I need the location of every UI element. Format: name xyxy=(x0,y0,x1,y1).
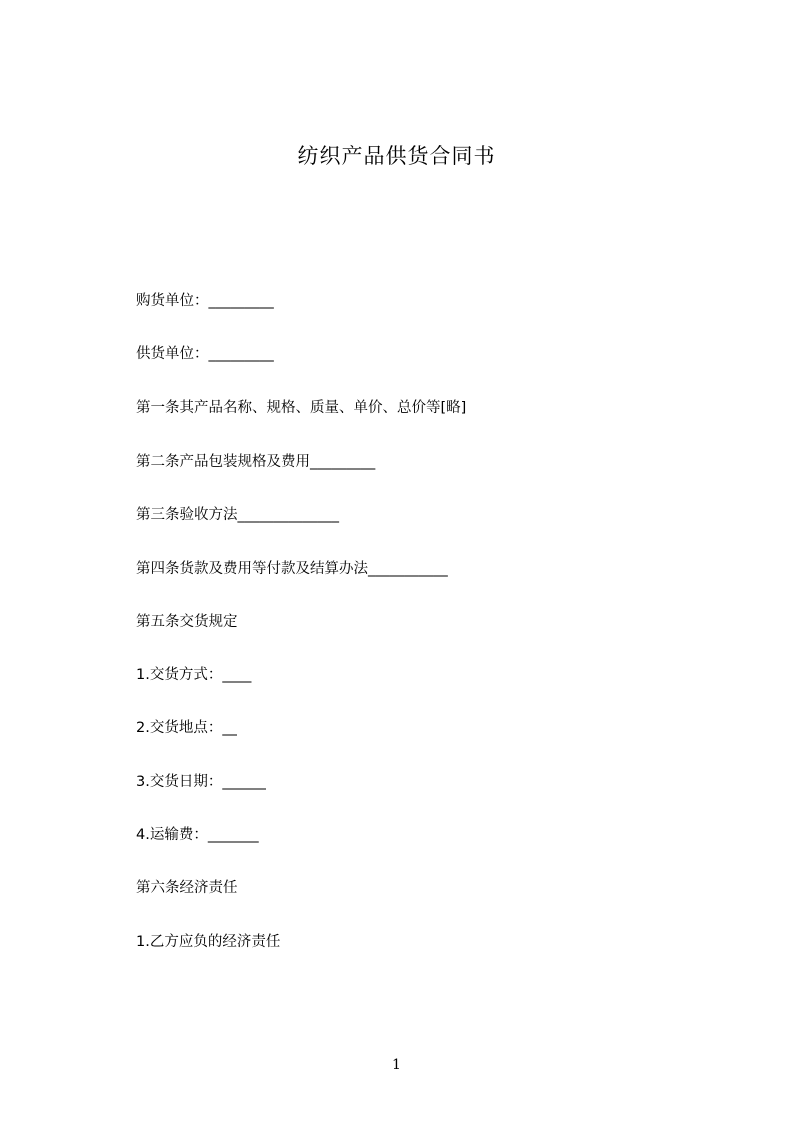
supplier-line: 供货单位：_________ xyxy=(136,346,274,362)
delivery-place-line: 2.交货地点：__ xyxy=(136,720,237,736)
delivery-method-line: 1.交货方式：____ xyxy=(136,667,252,683)
buyer-line: 购货单位：_________ xyxy=(136,293,274,309)
article-2-line: 第二条产品包装规格及费用_________ xyxy=(136,454,376,470)
party-b-liability-line: 1.乙方应负的经济责任 xyxy=(136,934,281,950)
article-6-line: 第六条经济责任 xyxy=(136,880,238,896)
article-3-line: 第三条验收方法______________ xyxy=(136,507,339,523)
article-4-line: 第四条货款及费用等付款及结算办法___________ xyxy=(136,561,448,577)
document-title: 纺织产品供货合同书 xyxy=(297,144,496,168)
page-number: 1 xyxy=(392,1057,401,1073)
article-5-line: 第五条交货规定 xyxy=(136,614,238,630)
article-1-line: 第一条其产品名称、规格、质量、单价、总价等[略] xyxy=(136,400,467,416)
delivery-date-line: 3.交货日期：______ xyxy=(136,774,266,790)
freight-line: 4.运输费：_______ xyxy=(136,827,259,843)
